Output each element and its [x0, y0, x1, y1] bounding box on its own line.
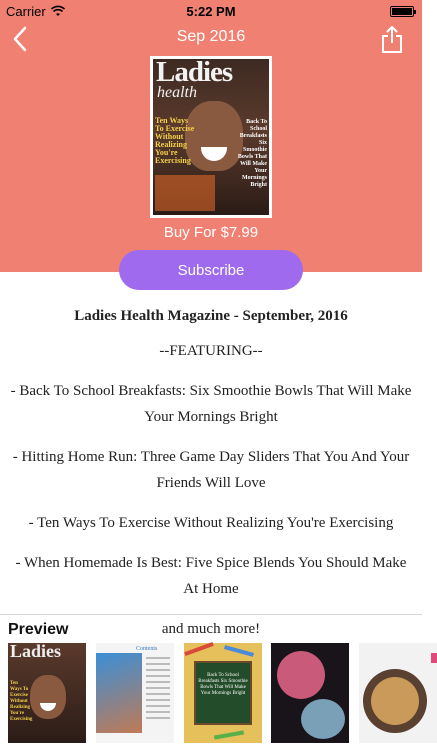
divider: [0, 614, 422, 615]
preview-page-recipe[interactable]: [359, 643, 437, 743]
cover-food-photo: [155, 175, 215, 211]
description-title: Ladies Health Magazine - September, 2016: [74, 308, 348, 324]
preview-pencil: [224, 645, 254, 657]
preview-heading: Preview: [8, 621, 69, 638]
preview-tab: [431, 653, 437, 663]
cover-image: [153, 56, 269, 215]
preview-page-contents[interactable]: [96, 643, 174, 743]
cover-masthead: Ladies: [156, 56, 233, 88]
cover-side-text: Back To School Breakfasts Six Smoothie Bowls That Will Make Your Mornings Bright: [237, 119, 267, 188]
share-icon[interactable]: [380, 24, 404, 54]
preview-bowl-contents: [371, 677, 419, 725]
preview-strip[interactable]: [0, 643, 422, 743]
status-bar: [0, 0, 422, 22]
preview-bowl: [277, 651, 325, 699]
description-item: - Back To School Breakfasts: Six Smoothie Bowls That Will Make Your Mornings Bright: [10, 383, 412, 425]
description-more: and much more!: [161, 621, 261, 637]
preview-face: [30, 675, 66, 719]
preview-page-chalkboard[interactable]: [184, 643, 262, 743]
cover-headline: Ten Ways To Exercise Without Realizing You're Exercising: [155, 116, 195, 165]
carrier-label: Carrier: [6, 4, 46, 19]
cover-masthead-sub: health: [157, 84, 197, 101]
status-time: 5:22 PM: [186, 4, 236, 19]
buy-price-label[interactable]: Buy For $7.99: [163, 224, 259, 241]
description-item: - Hitting Home Run: Three Game Day Sliders That You And Your Friends Will Love: [12, 449, 410, 491]
subscribe-button[interactable]: Subscribe: [119, 250, 303, 290]
description-item: - When Homemade Is Best: Five Spice Blends You Should Make At Home: [15, 555, 407, 597]
preview-contents-title: Contents: [136, 646, 158, 652]
description-item: - Ten Ways To Exercise Without Realizing You're Exercising: [28, 515, 394, 531]
issue-title: Sep 2016: [176, 28, 246, 45]
preview-page-cover[interactable]: [8, 643, 86, 743]
preview-bowl: [301, 699, 345, 739]
preview-pencil: [214, 730, 244, 739]
description-featuring: --FEATURING--: [159, 343, 263, 359]
preview-masthead: Ladies: [10, 641, 62, 661]
preview-chalkboard-text: Back To School Breakfasts Six Smoothie Bowls That Will Make Your Mornings Bright: [198, 673, 248, 696]
preview-headline: Ten Ways To Exercise Without Realizing You're Exercising: [10, 681, 33, 722]
battery-icon: [390, 6, 414, 17]
magazine-cover[interactable]: [150, 56, 272, 218]
preview-page-smoothie-bowls[interactable]: [271, 643, 349, 743]
preview-pencil: [184, 642, 214, 656]
preview-text-lines: [146, 657, 170, 723]
preview-photo: [96, 653, 142, 733]
